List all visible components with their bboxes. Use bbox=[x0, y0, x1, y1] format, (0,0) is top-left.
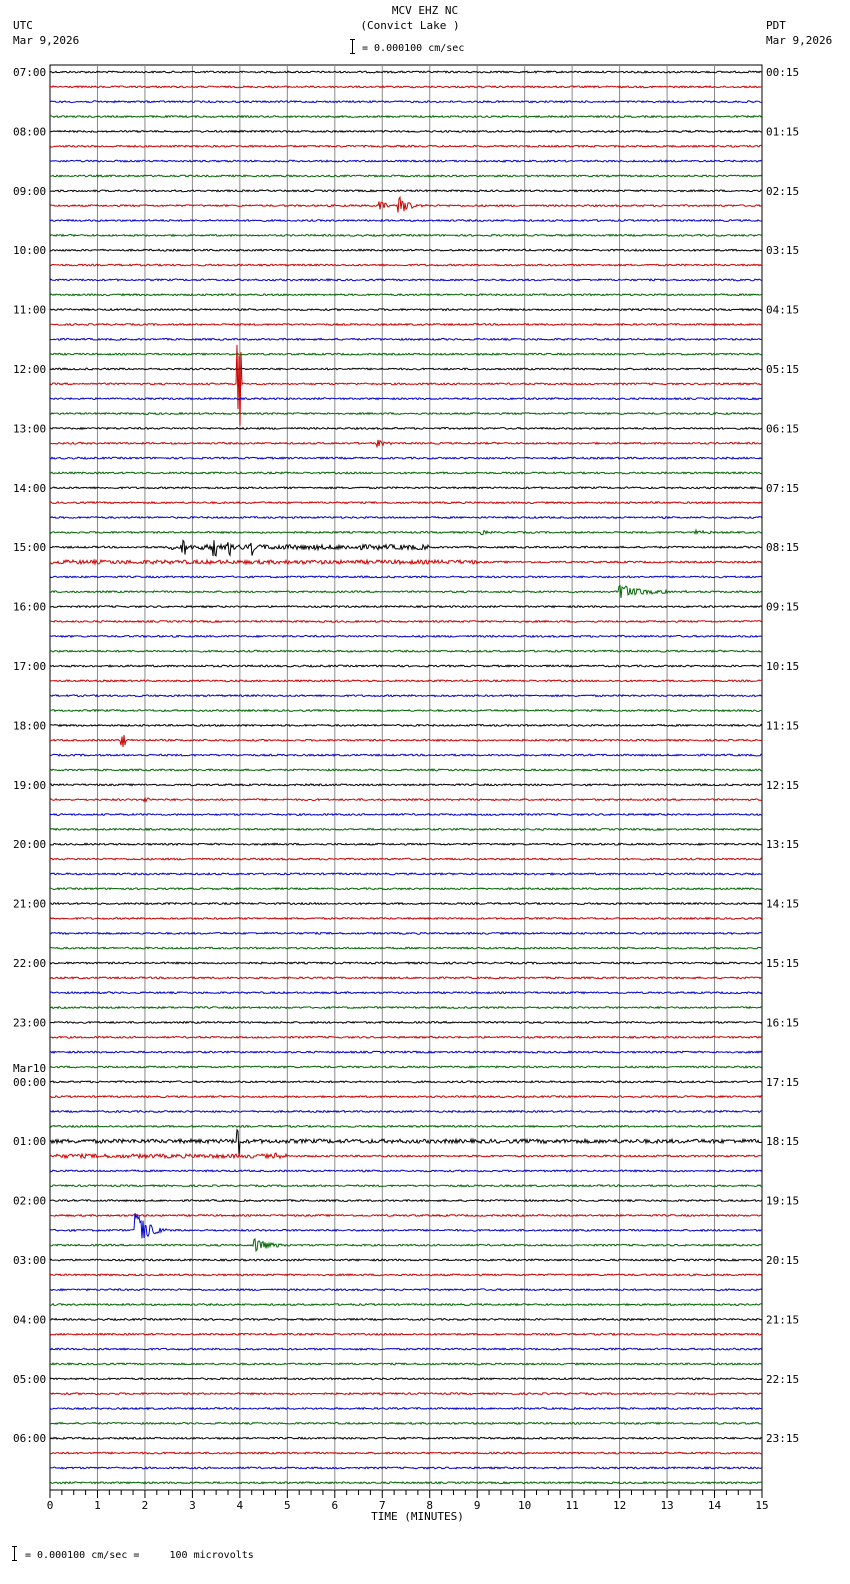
trace-88 bbox=[50, 1378, 762, 1380]
trace-23 bbox=[50, 413, 762, 415]
x-tick-label: 6 bbox=[331, 1499, 339, 1512]
trace-94 bbox=[50, 1467, 762, 1469]
trace-70 bbox=[50, 1111, 762, 1113]
left-hour-label: 03:00 bbox=[13, 1254, 47, 1267]
trace-12 bbox=[50, 249, 762, 251]
trace-11 bbox=[50, 235, 762, 237]
right-hour-label: 02:15 bbox=[766, 184, 800, 198]
right-hour-label: 12:15 bbox=[766, 778, 800, 792]
right-hour-label: 21:15 bbox=[766, 1313, 800, 1327]
x-tick-label: 9 bbox=[473, 1499, 481, 1512]
trace-39 bbox=[50, 650, 762, 652]
trace-34 bbox=[50, 576, 762, 578]
right-zone-label: PDT bbox=[766, 19, 786, 32]
left-hour-label: 08:00 bbox=[13, 125, 47, 139]
trace-78 bbox=[50, 1213, 762, 1238]
trace-74 bbox=[50, 1170, 762, 1172]
station-title: MCV EHZ NC bbox=[391, 4, 459, 17]
x-tick-label: 2 bbox=[141, 1499, 149, 1512]
trace-37 bbox=[50, 621, 762, 623]
trace-5 bbox=[50, 145, 762, 147]
left-hour-label: 22:00 bbox=[13, 957, 47, 970]
trace-69 bbox=[50, 1096, 762, 1098]
trace-80 bbox=[50, 1259, 762, 1261]
trace-75 bbox=[50, 1185, 762, 1187]
trace-4 bbox=[50, 131, 762, 133]
trace-61 bbox=[50, 977, 762, 979]
left-zone-label: UTC bbox=[13, 19, 33, 32]
left-hour-label: 04:00 bbox=[13, 1313, 47, 1327]
trace-60 bbox=[50, 962, 762, 964]
trace-7 bbox=[50, 175, 762, 177]
trace-32 bbox=[50, 540, 762, 556]
x-tick-label: 0 bbox=[46, 1499, 54, 1512]
x-tick-label: 4 bbox=[236, 1499, 244, 1512]
trace-82 bbox=[50, 1289, 762, 1291]
x-axis-label: TIME (MINUTES) bbox=[371, 1510, 464, 1523]
right-hour-label: 15:15 bbox=[766, 957, 800, 970]
x-tick-label: 7 bbox=[378, 1499, 386, 1512]
right-hour-label: 03:15 bbox=[766, 244, 800, 258]
right-hour-label: 13:15 bbox=[766, 838, 800, 852]
left-hour-label: 11:00 bbox=[13, 303, 47, 317]
trace-62 bbox=[50, 992, 762, 994]
trace-76 bbox=[50, 1200, 762, 1202]
footer-scale-note: = 0.000100 cm/sec = 100 microvolts bbox=[25, 1550, 254, 1561]
trace-3 bbox=[50, 116, 762, 118]
trace-63 bbox=[50, 1007, 762, 1009]
trace-58 bbox=[50, 932, 762, 934]
left-hour-label: 09:00 bbox=[13, 184, 47, 198]
trace-65 bbox=[50, 1036, 762, 1038]
trace-92 bbox=[50, 1437, 762, 1439]
trace-1 bbox=[50, 86, 762, 88]
right-hour-label: 08:15 bbox=[766, 541, 800, 555]
trace-87 bbox=[50, 1363, 762, 1365]
trace-85 bbox=[50, 1333, 762, 1335]
trace-9 bbox=[50, 197, 762, 212]
trace-71 bbox=[50, 1126, 762, 1128]
x-tick-label: 8 bbox=[426, 1499, 434, 1512]
trace-64 bbox=[50, 1022, 762, 1024]
left-hour-label: 07:00 bbox=[13, 66, 47, 79]
trace-22 bbox=[50, 398, 762, 400]
trace-31 bbox=[50, 530, 762, 535]
footer-scale-bar-icon bbox=[12, 1546, 17, 1561]
trace-77 bbox=[50, 1215, 762, 1217]
right-hour-label: 16:15 bbox=[766, 1016, 800, 1030]
x-tick-label: 10 bbox=[518, 1499, 532, 1512]
left-hour-label: 21:00 bbox=[13, 897, 47, 911]
trace-79 bbox=[50, 1239, 762, 1251]
trace-49 bbox=[50, 798, 762, 801]
right-hour-label: 11:15 bbox=[766, 719, 800, 733]
x-tick-label: 13 bbox=[660, 1499, 674, 1512]
x-tick-label: 12 bbox=[612, 1499, 627, 1512]
trace-56 bbox=[50, 903, 762, 905]
trace-35 bbox=[50, 586, 762, 598]
x-tick-label: 15 bbox=[755, 1499, 769, 1512]
right-hour-label: 01:15 bbox=[766, 125, 800, 139]
right-hour-label: 22:15 bbox=[766, 1372, 800, 1386]
trace-38 bbox=[50, 635, 762, 637]
trace-46 bbox=[50, 754, 762, 756]
trace-28 bbox=[50, 487, 762, 489]
trace-10 bbox=[50, 220, 762, 222]
trace-43 bbox=[50, 710, 762, 712]
trace-91 bbox=[50, 1423, 762, 1425]
left-hour-label: 18:00 bbox=[13, 719, 47, 733]
trace-40 bbox=[50, 665, 762, 667]
trace-81 bbox=[50, 1274, 762, 1276]
trace-67 bbox=[50, 1066, 762, 1068]
trace-41 bbox=[50, 680, 762, 682]
trace-90 bbox=[50, 1408, 762, 1410]
trace-27 bbox=[50, 472, 762, 474]
trace-59 bbox=[50, 947, 762, 949]
left-hour-label: 13:00 bbox=[13, 422, 47, 436]
right-hour-label: 17:15 bbox=[766, 1075, 800, 1089]
left-hour-label: 02:00 bbox=[13, 1194, 47, 1208]
trace-72 bbox=[50, 1130, 762, 1155]
trace-73 bbox=[50, 1153, 762, 1158]
trace-83 bbox=[50, 1304, 762, 1306]
trace-26 bbox=[50, 457, 762, 459]
left-hour-label: 16:00 bbox=[13, 600, 47, 614]
trace-52 bbox=[50, 843, 762, 845]
right-hour-label: 05:15 bbox=[766, 363, 800, 376]
left-hour-label: 00:00 bbox=[13, 1075, 47, 1089]
left-hour-label: 06:00 bbox=[13, 1432, 47, 1446]
left-hour-label: 14:00 bbox=[13, 481, 47, 495]
trace-30 bbox=[50, 517, 762, 519]
left-date-change-label: Mar10 bbox=[13, 1061, 47, 1075]
right-hour-label: 14:15 bbox=[766, 897, 800, 911]
trace-16 bbox=[50, 309, 762, 311]
left-hour-label: 15:00 bbox=[13, 541, 47, 555]
trace-45 bbox=[50, 735, 762, 747]
left-hour-label: 01:00 bbox=[13, 1135, 47, 1149]
trace-25 bbox=[50, 440, 762, 447]
left-hour-label: 20:00 bbox=[13, 838, 47, 852]
right-hour-label: 07:15 bbox=[766, 481, 800, 495]
trace-86 bbox=[50, 1348, 762, 1350]
right-hour-label: 19:15 bbox=[766, 1194, 800, 1208]
trace-8 bbox=[50, 190, 762, 192]
trace-42 bbox=[50, 695, 762, 697]
trace-95 bbox=[50, 1482, 762, 1484]
trace-14 bbox=[50, 279, 762, 281]
left-hour-label: 10:00 bbox=[13, 244, 47, 258]
right-hour-label: 23:15 bbox=[766, 1432, 800, 1446]
right-hour-label: 09:15 bbox=[766, 600, 800, 614]
trace-84 bbox=[50, 1319, 762, 1321]
trace-29 bbox=[50, 502, 762, 504]
trace-66 bbox=[50, 1051, 762, 1053]
trace-17 bbox=[50, 324, 762, 326]
trace-55 bbox=[50, 888, 762, 890]
trace-44 bbox=[50, 725, 762, 727]
trace-6 bbox=[50, 160, 762, 162]
station-location: (Convict Lake ) bbox=[360, 19, 460, 32]
trace-54 bbox=[50, 873, 762, 875]
trace-15 bbox=[50, 294, 762, 296]
trace-53 bbox=[50, 858, 762, 860]
right-date-label: Mar 9,2026 bbox=[766, 34, 833, 47]
trace-2 bbox=[50, 101, 762, 103]
right-hour-label: 10:15 bbox=[766, 660, 800, 673]
right-hour-label: 06:15 bbox=[766, 422, 800, 436]
trace-48 bbox=[50, 784, 762, 786]
trace-20 bbox=[50, 368, 762, 370]
trace-13 bbox=[50, 264, 762, 266]
scale-label: = 0.000100 cm/sec bbox=[362, 43, 465, 54]
trace-0 bbox=[50, 71, 762, 73]
trace-24 bbox=[50, 428, 762, 430]
right-hour-label: 00:15 bbox=[766, 66, 800, 79]
trace-68 bbox=[50, 1081, 762, 1083]
left-date-label: Mar 9,2026 bbox=[13, 34, 80, 47]
right-hour-label: 18:15 bbox=[766, 1135, 800, 1149]
left-hour-label: 12:00 bbox=[13, 363, 47, 376]
trace-33 bbox=[50, 560, 762, 564]
trace-51 bbox=[50, 829, 762, 831]
x-tick-label: 1 bbox=[94, 1499, 101, 1512]
right-hour-label: 04:15 bbox=[766, 303, 800, 317]
trace-93 bbox=[50, 1452, 762, 1454]
left-hour-label: 23:00 bbox=[13, 1016, 47, 1030]
trace-19 bbox=[50, 353, 762, 355]
left-hour-label: 19:00 bbox=[13, 778, 47, 792]
left-hour-label: 05:00 bbox=[13, 1372, 47, 1386]
right-hour-label: 20:15 bbox=[766, 1254, 800, 1267]
x-tick-label: 11 bbox=[565, 1499, 579, 1512]
x-tick-label: 14 bbox=[707, 1499, 722, 1512]
trace-36 bbox=[50, 606, 762, 608]
trace-57 bbox=[50, 918, 762, 920]
left-hour-label: 17:00 bbox=[13, 660, 47, 673]
trace-50 bbox=[50, 814, 762, 816]
trace-89 bbox=[50, 1393, 762, 1395]
x-tick-label: 5 bbox=[284, 1499, 291, 1512]
trace-18 bbox=[50, 338, 762, 340]
x-tick-label: 3 bbox=[189, 1499, 196, 1512]
trace-47 bbox=[50, 769, 762, 771]
